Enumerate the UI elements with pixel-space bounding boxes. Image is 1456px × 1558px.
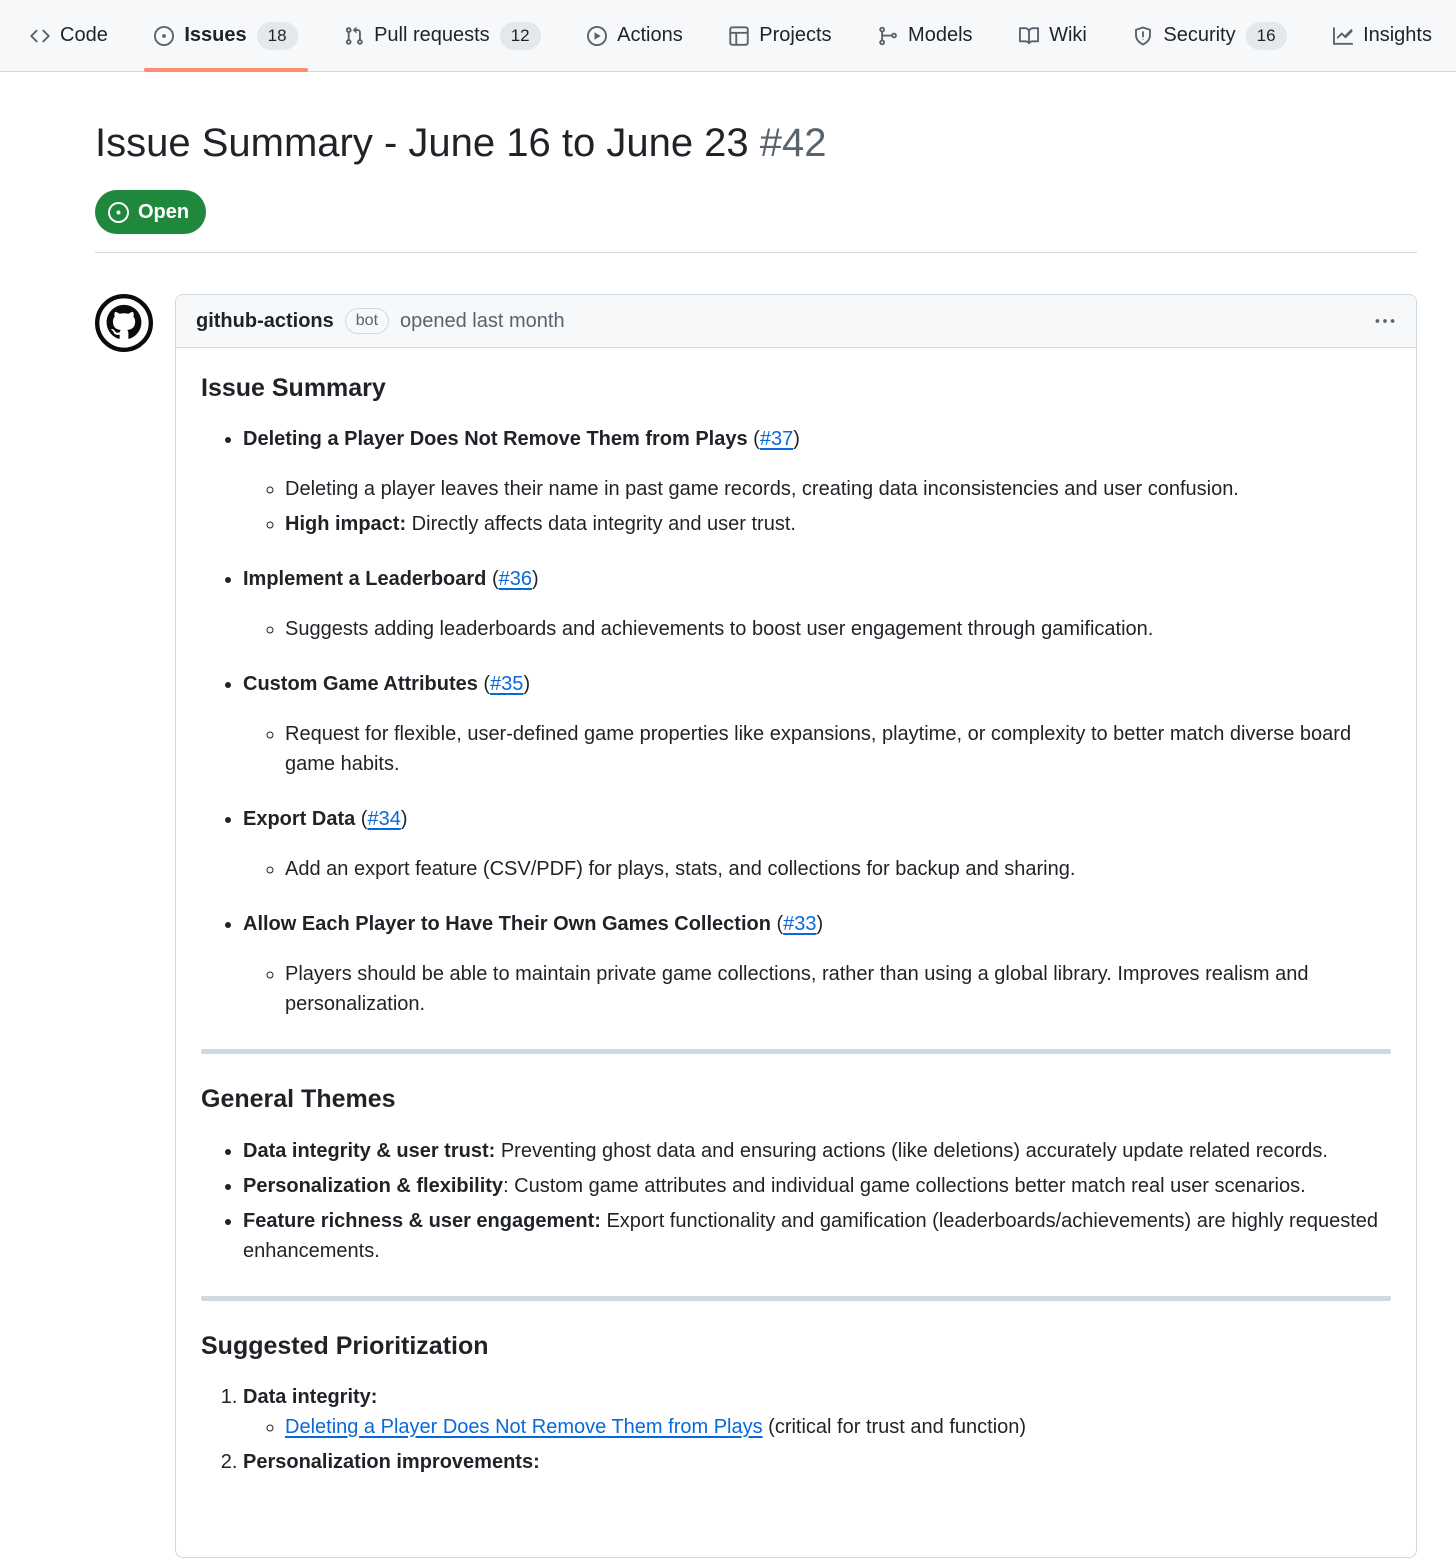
bold-text: Personalization improvements:: [243, 1450, 540, 1473]
sub-list-item: ◦ Players should be able to maintain private game collections, rather than using a global library. Improves realism and personalization.: [285, 959, 1391, 1019]
issue-title-text: Issue Summary - June 16 to June 23: [95, 121, 749, 165]
avatar[interactable]: [95, 294, 153, 352]
bot-badge: bot: [345, 308, 389, 334]
sub-list: [243, 1412, 1391, 1442]
issue-link[interactable]: #35: [490, 673, 524, 696]
issue-state-label: Open: [138, 201, 190, 223]
bold-text: Deleting a Player Does Not Remove Them from Plays: [243, 428, 748, 451]
issue-opened-icon: [108, 202, 129, 223]
section-heading: Suggested Prioritization: [201, 1331, 489, 1360]
repo-tab-bar: [0, 0, 1456, 72]
tab-label: Projects: [759, 24, 832, 46]
section-heading: General Themes: [201, 1085, 396, 1114]
issue-number: #42: [759, 121, 827, 165]
issue-link[interactable]: #37: [759, 428, 794, 451]
comment-row: [95, 294, 1417, 1558]
comment-body: [176, 348, 1416, 1557]
tab-wiki[interactable]: [1009, 0, 1097, 71]
issue-link[interactable]: #34: [367, 808, 401, 831]
sub-list: [243, 614, 1391, 644]
graph-icon: [1333, 26, 1353, 46]
list-item: [243, 1447, 1391, 1477]
section-heading: Issue Summary: [201, 374, 386, 402]
octocat-icon: [95, 294, 153, 352]
tab-actions[interactable]: [577, 0, 693, 71]
bold-text: Data integrity & user trust:: [243, 1139, 496, 1162]
issue-link[interactable]: #36: [498, 568, 532, 591]
tab-label: Wiki: [1049, 24, 1087, 46]
tab-label: Pull requests: [374, 24, 490, 46]
list-item: • Data integrity & user trust: Preventing ghost data and ensuring actions (like deletions) accurately update related records.: [243, 1136, 1391, 1166]
list-item: • Allow Each Player to Have Their Own Games Collection (#33) ◦ Players should be able to maintain private game collections, rather than using a global library. Improves realism and personalization.: [243, 909, 1391, 1019]
comment-timestamp: opened last month: [400, 309, 565, 332]
bold-text: Personalization & flexibility: [243, 1174, 504, 1197]
tab-label: Code: [60, 24, 108, 46]
tab-code[interactable]: [20, 0, 118, 71]
tab-label: Security: [1163, 24, 1236, 46]
list-item: • Export Data (#34) ◦ Add an export feature (CSV/PDF) for plays, stats, and collections for backup and sharing.: [243, 804, 1391, 884]
tab-label: Actions: [617, 24, 683, 46]
issue-state-badge: [95, 190, 206, 234]
tab-insights[interactable]: [1323, 0, 1442, 71]
sub-list-item: ◦ Request for flexible, user-defined game properties like expansions, playtime, or complexity to better match diverse board game habits.: [285, 719, 1391, 779]
sub-list-item: ◦ Deleting a Player Does Not Remove Them from Plays (critical for trust and function): [285, 1412, 1391, 1442]
tab-count-badge: 18: [257, 22, 298, 50]
play-icon: [587, 26, 607, 46]
issue-state-row: [95, 190, 1417, 234]
tab-projects[interactable]: [719, 0, 841, 71]
list-item: • Feature richness & user engagement: Export functionality and gamification (leaderboards/achievements) are highly requested enhancements.: [243, 1206, 1391, 1266]
list-item: [243, 1382, 1391, 1442]
tab-label: Models: [908, 24, 973, 46]
list-item: • Implement a Leaderboard (#36) ◦ Suggests adding leaderboards and achievements to boost user engagement through gamification.: [243, 564, 1391, 644]
share-nodes-icon: [878, 26, 898, 46]
tab-count-badge: 12: [500, 22, 541, 50]
tab-label: Issues: [184, 24, 247, 46]
bold-text: Allow Each Player to Have Their Own Games Collection: [243, 913, 771, 936]
list: [201, 424, 1391, 1019]
tab-issues[interactable]: [144, 0, 307, 71]
issue-header: [95, 118, 1417, 253]
sub-list: [243, 474, 1391, 539]
list-item: • Personalization & flexibility: Custom game attributes and individual game collections better match real user scenarios.: [243, 1171, 1391, 1201]
list-item: • Deleting a Player Does Not Remove Them from Plays (#37) ◦ Deleting a player leaves their name in past game records, creating data inconsistencies and user confusion. ◦ High impact: Directly affects data integrity and user trust.: [243, 424, 1391, 539]
issue-link[interactable]: Deleting a Player Does Not Remove Them from Plays: [285, 1415, 763, 1438]
git-pull-request-icon: [344, 26, 364, 46]
tab-pull-requests[interactable]: [334, 0, 551, 71]
list-item: • Custom Game Attributes (#35) ◦ Request for flexible, user-defined game properties like expansions, playtime, or complexity to better match diverse board game habits.: [243, 669, 1391, 779]
issue-title: [95, 118, 1417, 168]
tab-count-badge: 16: [1246, 22, 1287, 50]
bold-text: Feature richness & user engagement:: [243, 1209, 601, 1232]
bold-text: High impact:: [285, 513, 407, 536]
sub-list: [243, 719, 1391, 779]
comment-author[interactable]: github-actions: [196, 309, 334, 332]
table-icon: [729, 26, 749, 46]
sub-list-item: ◦ Deleting a player leaves their name in past game records, creating data inconsistencies and user confusion.: [285, 474, 1391, 504]
section-divider: [201, 1049, 1391, 1054]
bold-text: Custom Game Attributes: [243, 673, 478, 696]
sub-list: [243, 959, 1391, 1019]
bold-text: Export Data: [243, 808, 356, 831]
tab-security[interactable]: [1123, 0, 1296, 71]
sub-list-item: ◦ Add an export feature (CSV/PDF) for plays, stats, and collections for backup and sharing.: [285, 854, 1391, 884]
sub-list-item: ◦ High impact: Directly affects data integrity and user trust.: [285, 509, 1391, 539]
shield-icon: [1133, 26, 1153, 46]
book-icon: [1019, 26, 1039, 46]
tab-models[interactable]: [868, 0, 982, 71]
issue-page: [0, 118, 1456, 1558]
kebab-menu-button[interactable]: [1374, 310, 1396, 332]
sub-list: [243, 854, 1391, 884]
bold-text: Implement a Leaderboard: [243, 568, 487, 591]
list: [201, 1136, 1391, 1266]
sub-list-item: ◦ Suggests adding leaderboards and achievements to boost user engagement through gamification.: [285, 614, 1391, 644]
comment-header: [176, 295, 1416, 348]
issue-opened-icon: [154, 26, 174, 46]
comment: [175, 294, 1417, 1558]
section-divider: [201, 1296, 1391, 1301]
tab-label: Insights: [1363, 24, 1432, 46]
list: [201, 1382, 1391, 1477]
bold-text: Data integrity:: [243, 1385, 378, 1408]
issue-link[interactable]: #33: [783, 913, 817, 936]
code-icon: [30, 26, 50, 46]
